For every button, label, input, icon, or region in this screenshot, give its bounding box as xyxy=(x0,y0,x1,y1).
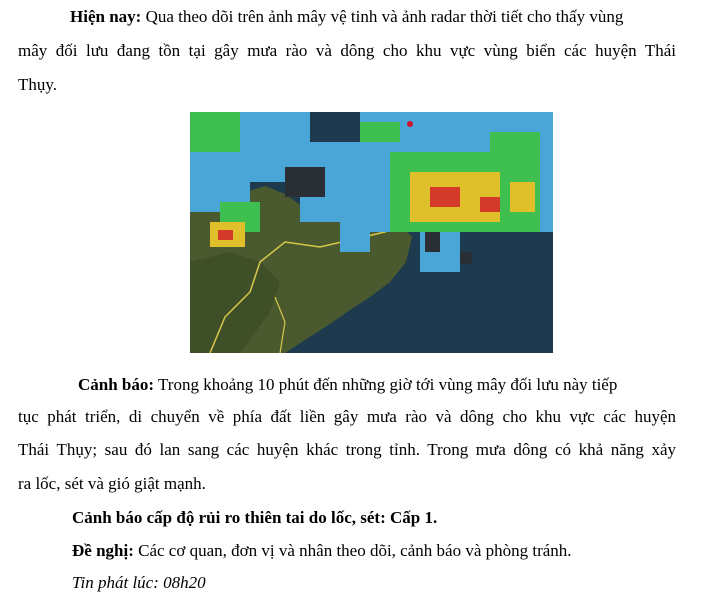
current-line-3: Thụy. xyxy=(18,75,58,94)
recommendation-label: Đề nghị: xyxy=(72,541,134,560)
issued-time: Tin phát lúc: 08h20 xyxy=(72,573,206,592)
location-marker-icon xyxy=(407,121,413,127)
current-line-1 xyxy=(70,6,623,28)
risk-level: Cảnh báo cấp độ rủi ro thiên tai do lốc, sét: Cấp 1. xyxy=(72,508,438,527)
current-line-2: mây đối lưu đang tồn tại gây mưa rào và dông cho khu vực vùng biển các huyện Thái xyxy=(18,41,676,60)
warning-text-1: Trong khoảng 10 phút đến những giờ tới vùng mây đối lưu này tiếp xyxy=(158,375,618,394)
recommendation-text: Các cơ quan, đơn vị và nhân theo dõi, cảnh báo và phòng tránh. xyxy=(138,541,572,560)
warning-label: Cảnh báo: xyxy=(78,375,155,394)
warning-line-3: Thái Thụy; sau đó lan sang các huyện khác trong tỉnh. Trong mưa dông có khả năng xảy xyxy=(18,440,676,459)
radar-satellite-image xyxy=(190,112,553,353)
warning-line-2: tục phát triển, di chuyển về phía đất liền gây mưa rào và dông cho khu vực các huyện xyxy=(18,407,676,426)
radar-map-graphic xyxy=(190,112,553,353)
warning-line-1 xyxy=(78,374,617,396)
recommendation-line xyxy=(72,540,572,562)
current-text-1: Qua theo dõi trên ảnh mây vệ tinh và ảnh radar thời tiết cho thấy vùng xyxy=(145,7,624,26)
current-label: Hiện nay: xyxy=(70,7,142,26)
warning-line-4: ra lốc, sét và gió giật mạnh. xyxy=(18,474,206,493)
